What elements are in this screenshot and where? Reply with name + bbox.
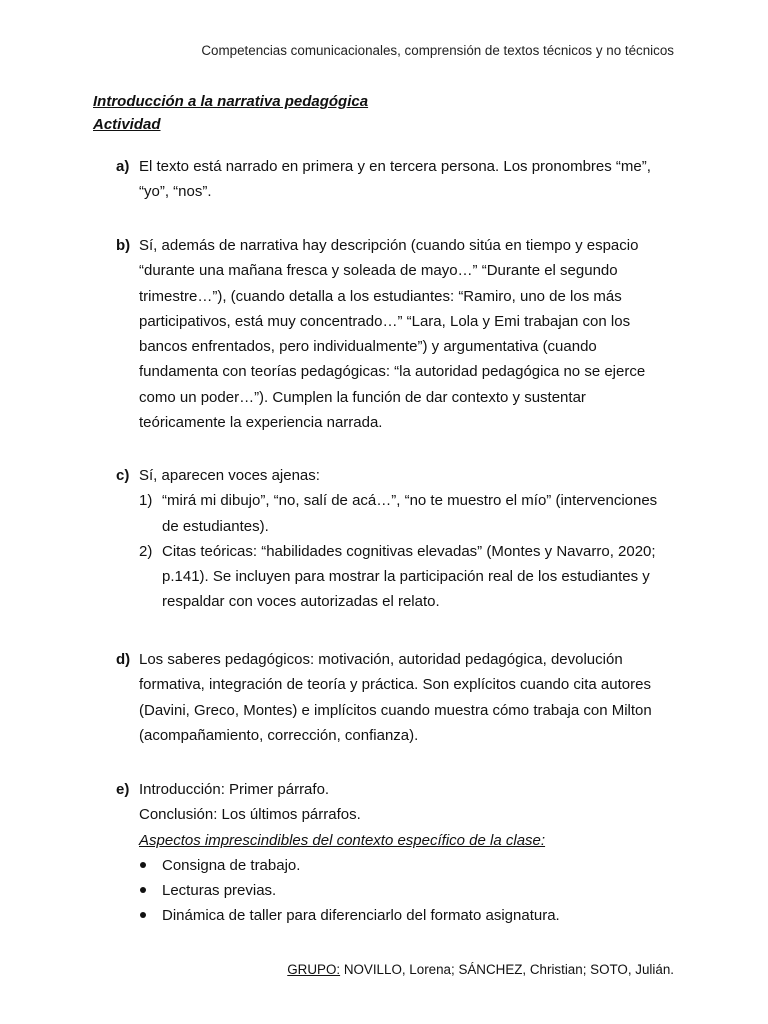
answer-e-intro: Introducción: Primer párrafo. <box>139 781 330 798</box>
answer-b-text: Sí, además de narrativa hay descripción (cuando sitúa en tiempo y espacio “durante una mañana fresca y soleada de mayo…” “Durante el segundo trimestre…”), (cuando detalla a los estudiantes: “Ramiro, uno de los más participativos, está muy concentrado…” “Lara, Lola y Emi trabajan con los bancos enfrentados, pero individualmente”) y argumentativa (cuando fundamenta con teorías pedagógicas: “la autoridad pedagógica no se ejerce como un poder…”). Cumplen la función de dar contexto y sustentar teóricamente la experiencia narrada. <box>139 237 646 432</box>
subitem-number: 2) <box>139 542 153 560</box>
answer-a-letter: a) <box>116 158 130 175</box>
footer-names: NOVILLO, Lorena; SÁNCHEZ, Christian; SOTO, Julián. <box>340 962 674 977</box>
answer-d-text: Los saberes pedagógicos: motivación, autoridad pedagógica, devolución formativa, integración de teoría y práctica. Son explícitos cuando cita autores (Davini, Greco, Montes) e implícitos cuando muestra cómo trabaja con Milton (acompañamiento, corrección, confianza). <box>139 651 652 744</box>
bullet-text: Dinámica de taller para diferenciarlo del formato asignatura. <box>162 907 560 925</box>
answer-e-subheading: Aspectos imprescindibles del contexto específico de la clase: <box>139 831 546 849</box>
answer-c-intro: Sí, aparecen voces ajenas: <box>139 467 320 484</box>
answer-e-letter: e) <box>116 781 130 798</box>
document-title: Introducción a la narrativa pedagógica <box>93 93 369 110</box>
document-subtitle: Actividad <box>93 116 161 133</box>
bullet-dot-icon <box>140 887 146 893</box>
page-header: Competencias comunicacionales, comprensión de textos técnicos y no técnicos <box>201 43 674 58</box>
bullet-item-2 <box>138 878 676 903</box>
subitem-text: “mirá mi dibujo”, “no, salí de acá…”, “no te muestro el mío” (intervenciones de estudiantes). <box>162 492 658 535</box>
subitem-text: Citas teóricas: “habilidades cognitivas elevadas” (Montes y Navarro, 2020; p.141). Se incluyen para mostrar la participación real de los estudiantes y respaldar con voces autorizadas el relato. <box>162 542 656 611</box>
answer-a-text: El texto está narrado en primera y en tercera persona. Los pronombres “me”, “yo”, “nos”. <box>139 158 651 201</box>
answer-c-subitem-1 <box>139 488 676 539</box>
page-footer <box>287 962 674 977</box>
answer-b <box>116 233 676 435</box>
bullet-item-1 <box>138 853 676 878</box>
bullet-dot-icon <box>140 862 146 868</box>
title-block <box>93 90 368 136</box>
bullet-dot-icon <box>140 912 146 918</box>
answer-c-letter: c) <box>116 467 130 484</box>
answer-b-letter: b) <box>116 237 131 254</box>
answer-e <box>116 777 676 929</box>
answer-e-conclusion: Conclusión: Los últimos párrafos. <box>139 806 361 824</box>
subitem-number: 1) <box>139 492 153 510</box>
answer-d-letter: d) <box>116 651 131 668</box>
bullet-text: Consigna de trabajo. <box>162 856 301 874</box>
answer-a <box>116 154 676 205</box>
footer-label: GRUPO: <box>287 962 341 977</box>
answer-d <box>116 647 676 748</box>
answer-c <box>116 463 676 615</box>
answer-c-subitem-2 <box>139 539 676 615</box>
bullet-text: Lecturas previas. <box>162 882 277 900</box>
bullet-item-3 <box>138 903 676 928</box>
